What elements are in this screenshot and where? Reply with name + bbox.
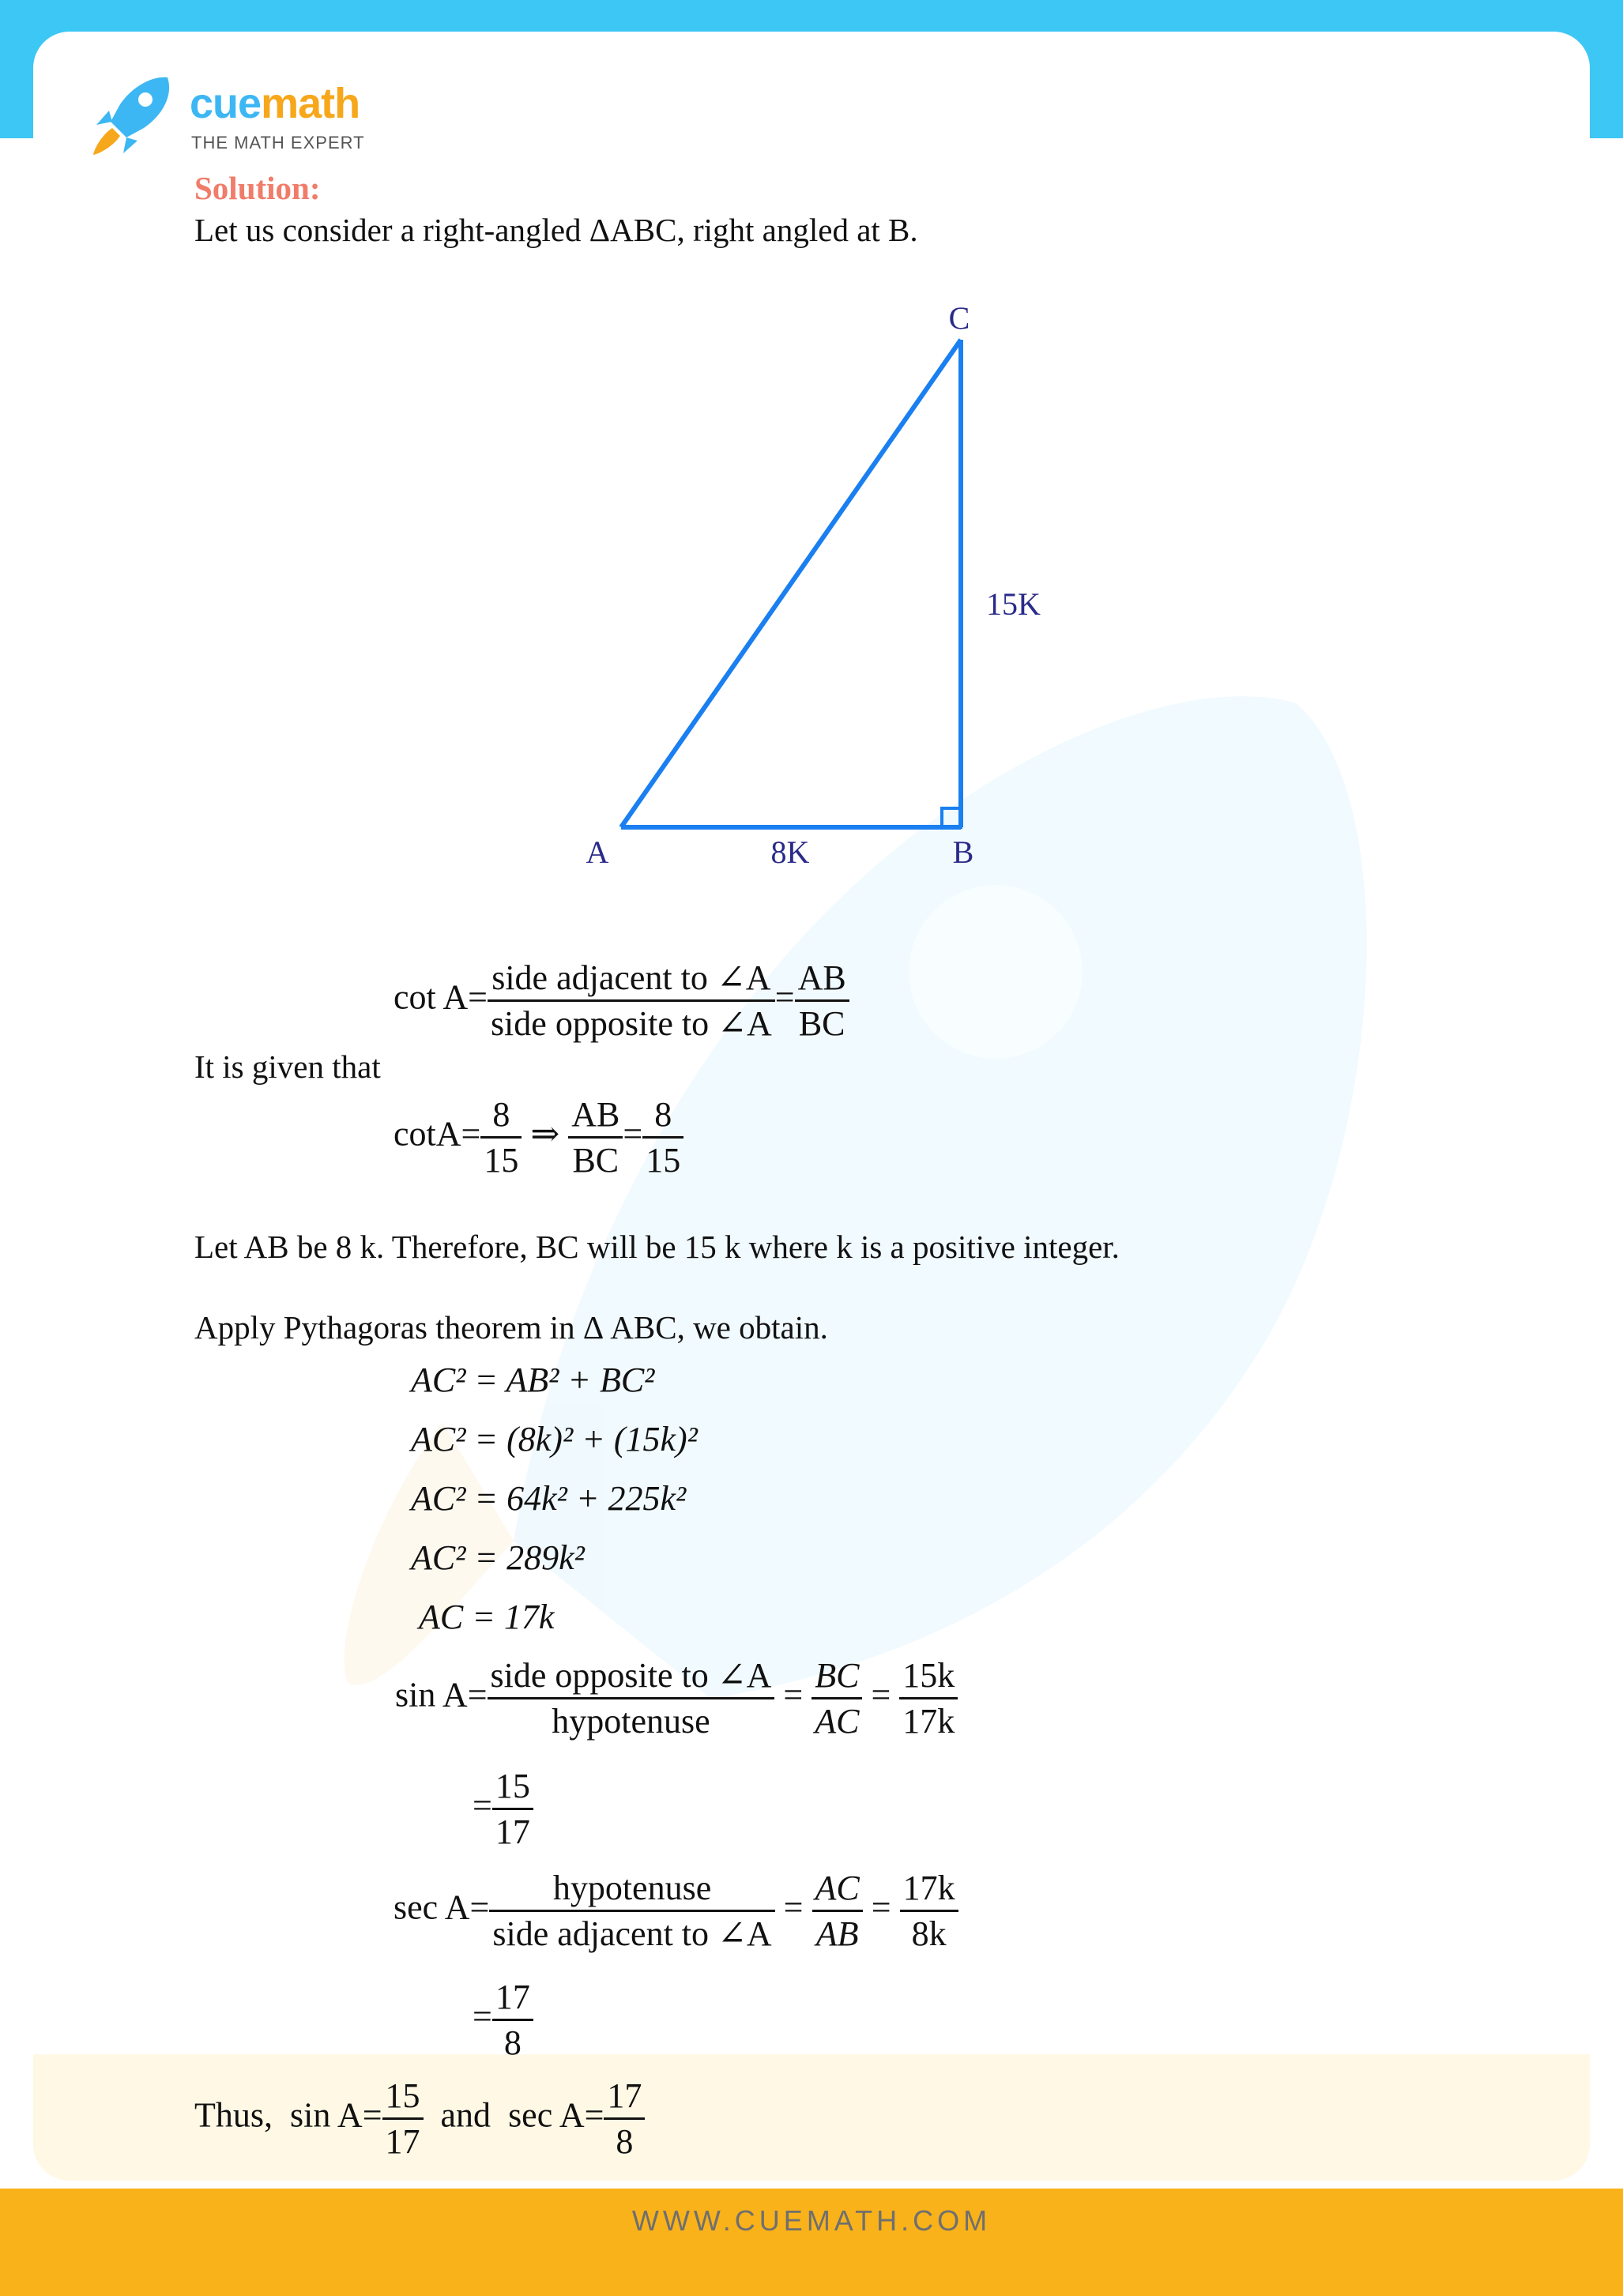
cot-num-words: side adjacent to ∠A <box>488 956 775 1002</box>
given-num: 8 <box>480 1093 522 1139</box>
sec-den-sides: AB <box>815 1914 859 1953</box>
conclusion-sin-num: 15 <box>382 2074 424 2120</box>
given-num-sides: AB <box>568 1093 623 1139</box>
given-equation: cotA= $\frac{8}{15}$ ⇒ $\frac{AB}{BC}$ = $\frac{8}{15}$ <box>394 1093 683 1182</box>
given-den-sides: BC <box>572 1141 619 1180</box>
implies-arrow: ⇒ <box>530 1114 560 1154</box>
cot-ratio-sides <box>795 956 849 1045</box>
side-ab-label: 8K <box>770 834 810 870</box>
apply-text: Apply Pythagoras theorem in Δ ABC, we obtain. <box>194 1309 828 1346</box>
given-num-result: 8 <box>642 1093 683 1139</box>
sin-lhs: sin A <box>395 1675 468 1714</box>
brand-tagline: THE MATH EXPERT <box>191 133 365 152</box>
side-ac <box>621 340 961 827</box>
sin-den-k: 17k <box>902 1702 955 1741</box>
sin-ratio-k <box>899 1654 958 1743</box>
sec-num-sides: AC <box>812 1866 863 1912</box>
sin-result: = $\frac{15}{17}$ <box>473 1764 533 1854</box>
sec-den-words: side adjacent to ∠A <box>492 1914 772 1953</box>
solution-intro: Let us consider a right-angled ΔABC, right angled at B. <box>194 212 918 248</box>
sec-num-words: hypotenuse <box>489 1866 774 1912</box>
triangle-diagram <box>0 0 1623 909</box>
cot-den-sides: BC <box>798 1004 845 1043</box>
cot-ratio-words <box>488 956 775 1045</box>
given-lhs: cotA <box>394 1114 461 1154</box>
sin-result-frac <box>492 1764 533 1854</box>
sin-num-sides: BC <box>812 1654 862 1699</box>
conclusion-sec-frac <box>604 2074 645 2163</box>
pyth-line-3: AC² = 64k² + 225k² <box>411 1479 687 1518</box>
solution-heading: Solution: <box>194 170 321 206</box>
vertex-c-label: C <box>948 300 970 336</box>
sin-den-words: hypotenuse <box>552 1702 710 1741</box>
given-text: It is given that <box>194 1048 381 1085</box>
conclusion-sin-frac <box>382 2074 424 2163</box>
conclusion-sec-lhs: sec A <box>508 2095 585 2135</box>
sin-result-den: 17 <box>495 1812 530 1851</box>
vertex-b-label: B <box>952 834 974 870</box>
sin-den-sides: AC <box>815 1702 860 1741</box>
sec-ratio-words <box>489 1866 774 1955</box>
sec-equation: sec A= $\frac{\text{hypotenuse}}{\text{side adjacent to ∠A}}$ = $\frac{AC}{AB}$ = $\frac{17k}{8k}$ <box>394 1866 958 1955</box>
conclusion-sin-lhs: sin A <box>290 2095 363 2135</box>
given-den-result: 15 <box>646 1141 681 1180</box>
thus-word: Thus, <box>194 2095 273 2135</box>
sin-num-words: side opposite to ∠A <box>488 1654 775 1699</box>
cot-num-sides: AB <box>795 956 849 1002</box>
footer-url[interactable]: WWW.CUEMATH.COM <box>631 2204 992 2237</box>
pyth-line-2: AC² = (8k)² + (15k)² <box>411 1420 698 1459</box>
given-ratio-result <box>642 1093 683 1182</box>
sin-ratio-words <box>488 1654 775 1743</box>
conclusion-sec-den: 8 <box>616 2122 634 2161</box>
sin-equation: sin A= $\frac{\text{side opposite to ∠A}}{\text{hypotenuse}}$ = $\frac{BC}{AC}$ = $\frac{15k}{17k}$ <box>395 1654 958 1743</box>
brand-name-cue: cue <box>190 80 262 127</box>
pyth-line-5: AC = 17k <box>419 1598 555 1636</box>
right-angle-marker <box>942 808 961 827</box>
sec-result-den: 8 <box>503 2023 522 2062</box>
sec-result-num: 17 <box>492 1975 533 2021</box>
given-ratio-sides <box>568 1093 623 1182</box>
side-bc-label: 15K <box>986 586 1041 622</box>
given-ratio <box>480 1093 522 1182</box>
cot-definition: cot A= $\frac{\text{side adjacent to ∠A}}{\text{side opposite to ∠A}}$ = $\frac{AB}{BC}$ <box>394 956 849 1045</box>
sec-result: = $\frac{17}{8}$ <box>473 1975 533 2065</box>
pyth-line-1: AC² = AB² + BC² <box>411 1361 655 1399</box>
sec-ratio-k <box>900 1866 958 1955</box>
vertex-a-label: A <box>586 834 609 870</box>
sec-lhs: sec A <box>394 1888 470 1927</box>
cot-den-words: side opposite to ∠A <box>490 1004 772 1043</box>
sec-den-k: 8k <box>911 1914 947 1953</box>
given-den: 15 <box>484 1141 519 1180</box>
conclusion: Thus, sin A= $\frac{15}{17}$ and sec A= $\frac{17}{8}$ <box>194 2074 645 2163</box>
let-text: Let AB be 8 k. Therefore, BC will be 15 k where k is a positive integer. <box>194 1229 1120 1265</box>
pyth-line-4: AC² = 289k² <box>411 1538 585 1577</box>
brand-name-math: math <box>261 80 360 127</box>
sec-result-frac <box>492 1975 533 2065</box>
sec-ratio-sides <box>812 1866 863 1955</box>
conclusion-sec-num: 17 <box>604 2074 645 2120</box>
conclusion-sin-den: 17 <box>385 2122 420 2161</box>
sin-ratio-sides <box>812 1654 862 1743</box>
and-word: and <box>440 2095 491 2135</box>
sin-result-num: 15 <box>492 1764 533 1810</box>
cot-lhs: cot A <box>394 977 469 1017</box>
sin-num-k: 15k <box>899 1654 958 1699</box>
sec-num-k: 17k <box>900 1866 958 1912</box>
